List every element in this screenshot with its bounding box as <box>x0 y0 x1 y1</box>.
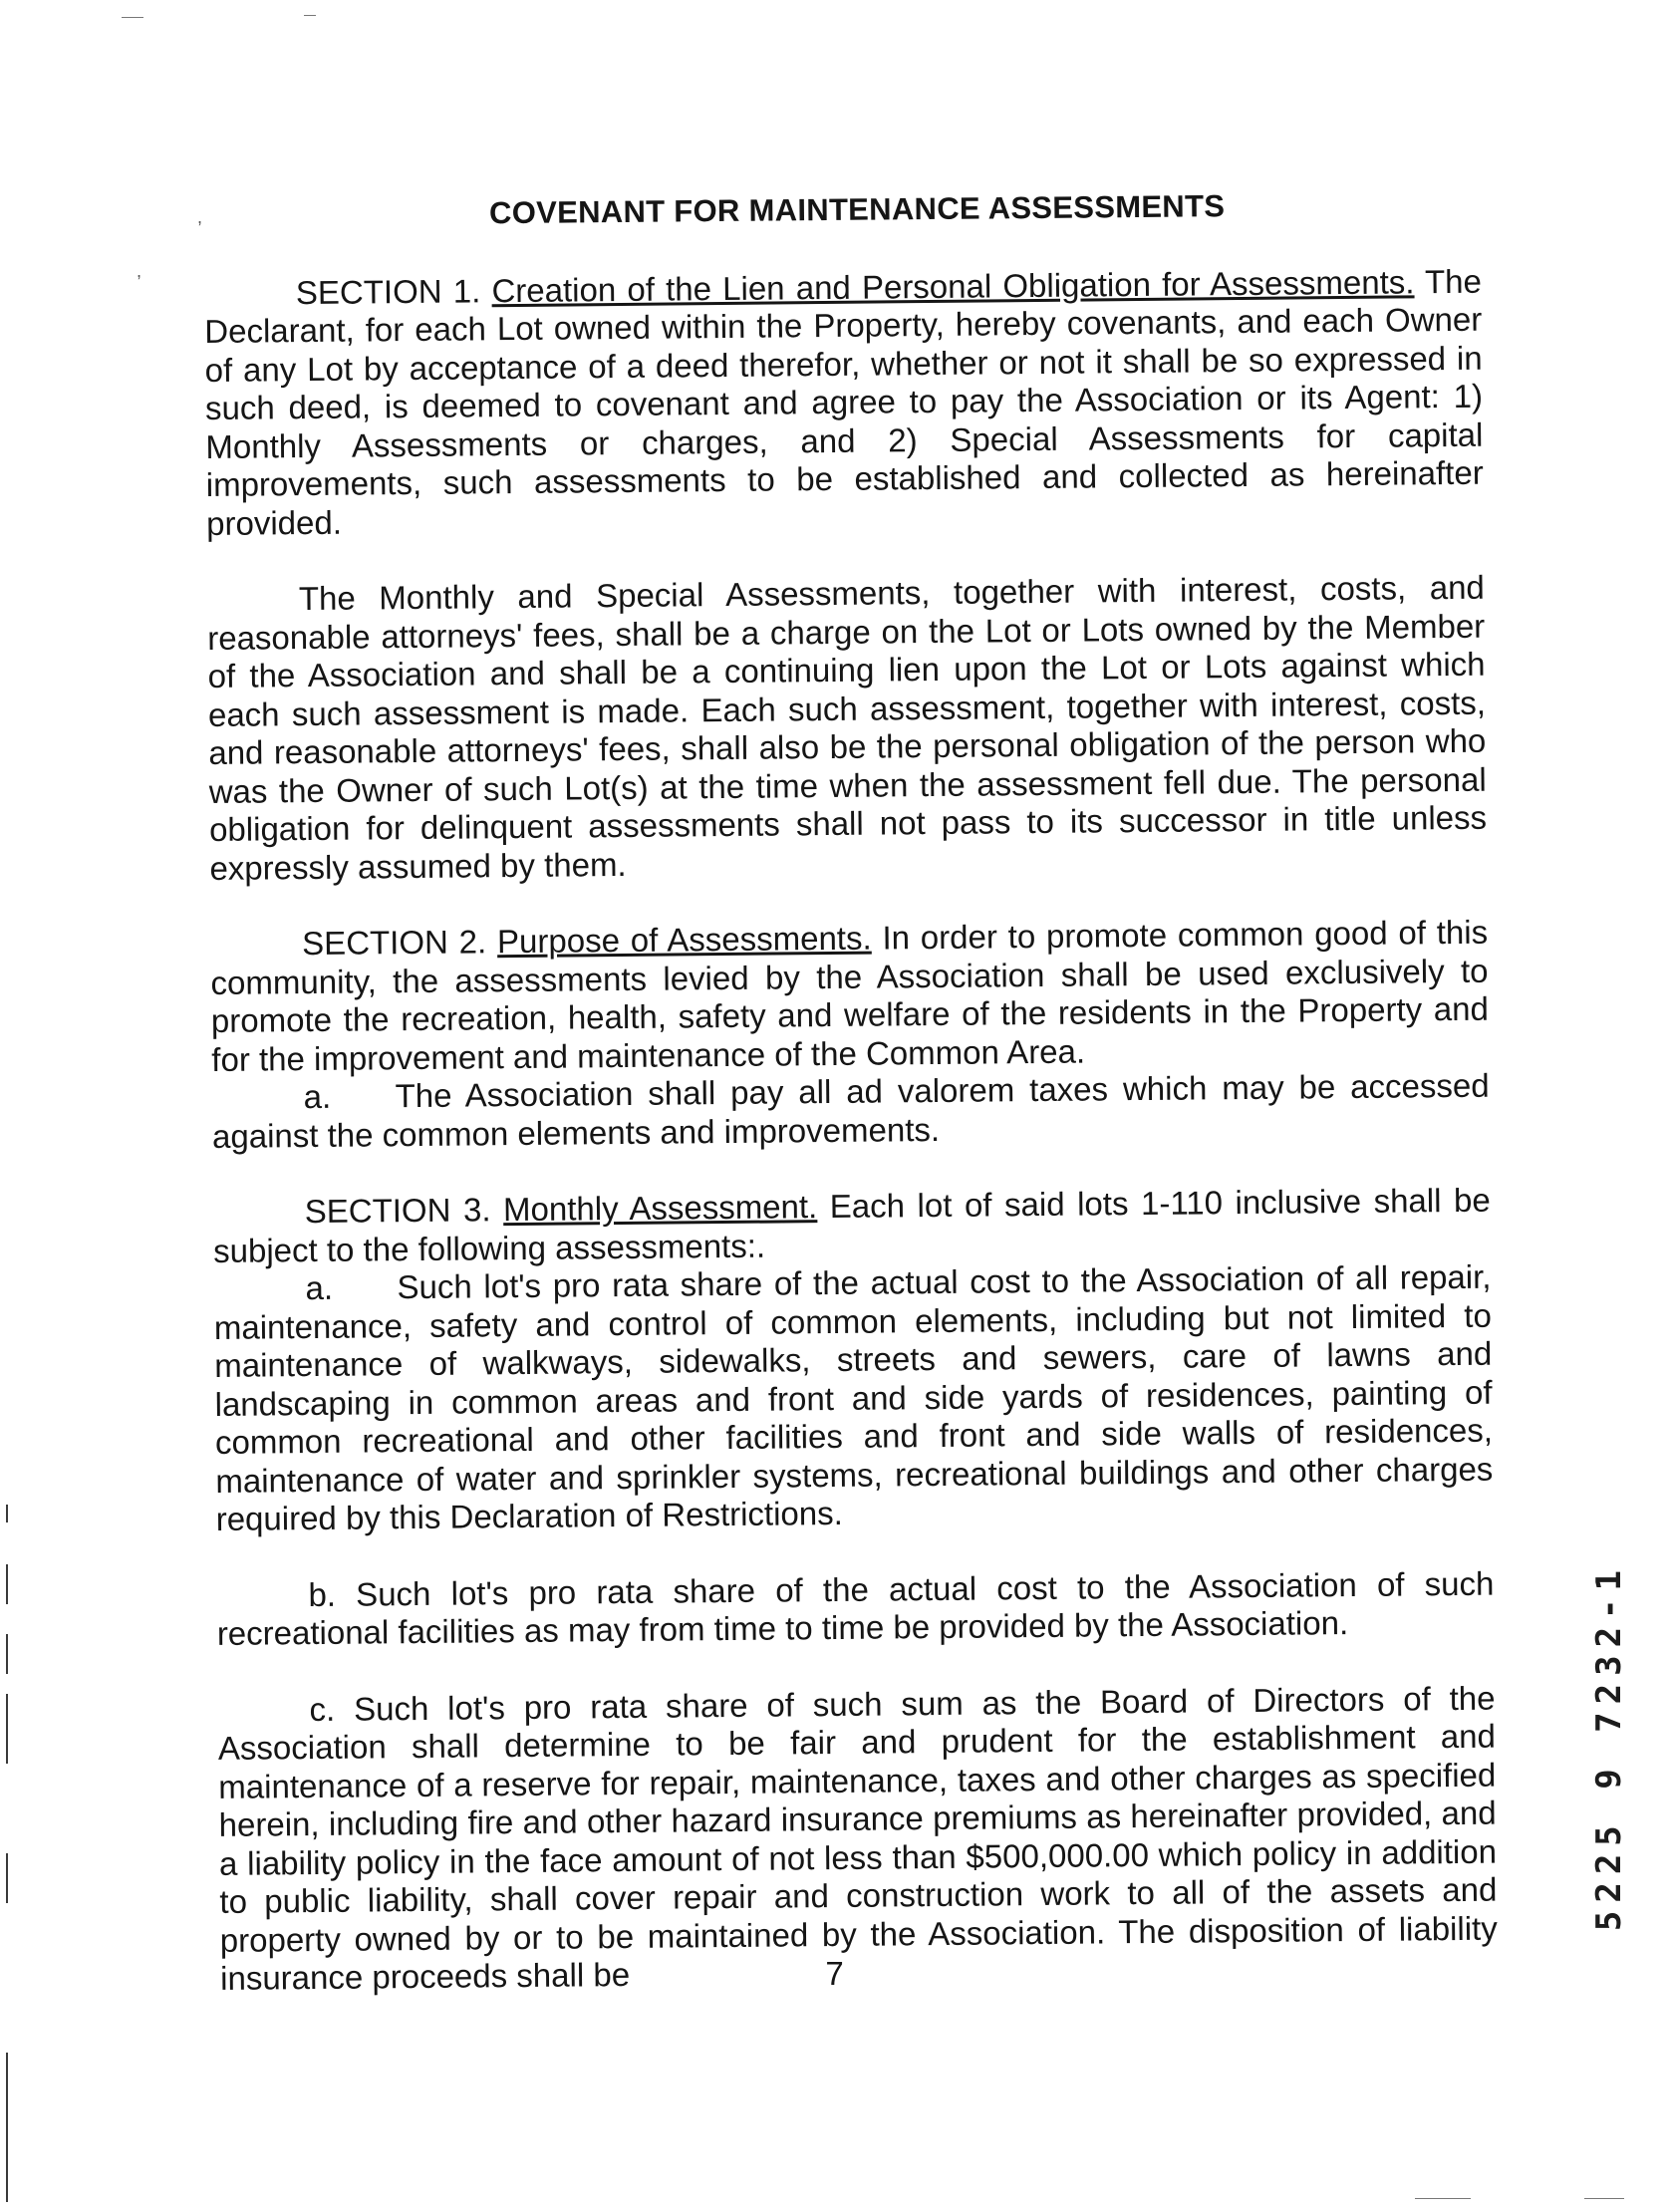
document-title: COVENANT FOR MAINTENANCE ASSESSMENTS <box>488 188 1226 231</box>
section-3 <box>213 1182 1492 1270</box>
section-1-label: SECTION 1. <box>295 271 492 311</box>
left-margin-line-6 <box>6 2053 8 2202</box>
section-3-label: SECTION 3. <box>304 1191 504 1231</box>
section-1-paragraph-2: The Monthly and Special Assessments, together with interest, costs, and reasonable attorneys' fees, shall be a charge on the Lot or Lots owned by the Member of the Association and shall be a continuing lien upon the Lot or Lots against which each such assessment is made. Each such assessment, together with interest, costs, and reasonable attorneys' fees, shall also be the personal obligation of the person who was the Owner of such Lot(s) at the time when the assessment fell due. The personal obligation for delinquent assessments shall not pass to its successor in title unless expressly assumed by them. <box>207 568 1488 887</box>
scan-mark-bottom-right-2 <box>1584 2198 1624 2199</box>
scan-speck-2: , <box>137 261 142 281</box>
scan-mark-top-left <box>122 17 143 18</box>
section-2-item-a-marker: a. <box>303 1077 332 1116</box>
section-3-heading: Monthly Assessment. <box>502 1188 818 1229</box>
left-margin-line-1 <box>6 1505 8 1522</box>
page-number: 7 <box>825 1955 844 1992</box>
section-3-item-c: c. Such lot's pro rata share of such sum as the Board of Directors of the Association shall determine to be fair and prudent for the establishment and maintenance of a reserve for repair, maintenance, taxes and other charges as specified herein, including fire and other hazard insurance premiums as hereinafter provided, and a liability policy in the face amount of not less than $500,000.00 which policy in addition to public liability, shall cover repair and construction work to all of the assets and property owned by or to be maintained by the Association. The disposition of liability insurance proceeds shall be <box>217 1679 1498 1997</box>
left-margin-line-5 <box>6 1853 8 1903</box>
left-margin-line-2 <box>6 1564 8 1604</box>
section-3-item-a-text: Such lot's pro rata share of the actual cost to the Association of all repair, maintenance, safety and control of common elements, including but not limited to maintenance of walkways, sidewalks, streets and sewers, care of lawns and landscaping in common areas and front and side yards of residences, painting of common recreational and other facilities and front and side walls of residences, maintenance of water and sprinkler systems, recreational buildings and other charges required by this Declaration of Restrictions. <box>213 1257 1494 1537</box>
left-margin-line-3 <box>6 1634 8 1674</box>
section-2-item-a-text: The Association shall pay all ad valorem taxes which may be accessed against the common elements and improvements. <box>211 1066 1490 1155</box>
left-margin-line-4 <box>6 1694 8 1764</box>
section-3-item-a <box>213 1258 1494 1539</box>
section-1-text: The Declarant, for each Lot owned within the Property, hereby covenants, and each Owner of any Lot by acceptance of a deed therefor, whether or not it shall be so expressed in such deed, is deemed to covenant and agree to pay the Association or its Agent: 1) Monthly Assessments or charges, and 2) Special Assessments for capital improvements, such assessments to be established and collected as hereinafter provided. <box>204 262 1484 542</box>
section-3-item-a-marker: a. <box>305 1268 334 1307</box>
document-body <box>203 185 1498 1999</box>
section-1-heading: Creation of the Lien and Personal Obligation for Assessments. <box>491 262 1415 309</box>
section-2-text: In order to promote common good of this community, the assessments levied by the Association shall be used exclusively to promote the recreation, health, safety and welfare of the residents in the Property and for the improvement and maintenance of the Common Area. <box>210 913 1490 1078</box>
section-1 <box>204 262 1485 543</box>
section-3-text: Each lot of said lots 1-110 inclusive shall be subject to the following assessments:. <box>212 1181 1491 1269</box>
section-2-heading: Purpose of Assessments. <box>496 919 872 961</box>
section-2-label: SECTION 2. <box>302 923 498 963</box>
scan-mark-top-mid <box>304 15 316 16</box>
section-2 <box>210 914 1489 1079</box>
scan-mark-bottom-right-1 <box>1415 2198 1471 2199</box>
section-2-item-a <box>211 1067 1490 1156</box>
margin-recording-stamp: 5225 9 7232-1 <box>1589 1562 1629 1932</box>
scan-speck-1: , <box>197 207 203 227</box>
section-3-item-b: b. Such lot's pro rata share of the actual cost to the Association of such recreational facilities as may from time to time be provided by the Association. <box>216 1564 1495 1652</box>
